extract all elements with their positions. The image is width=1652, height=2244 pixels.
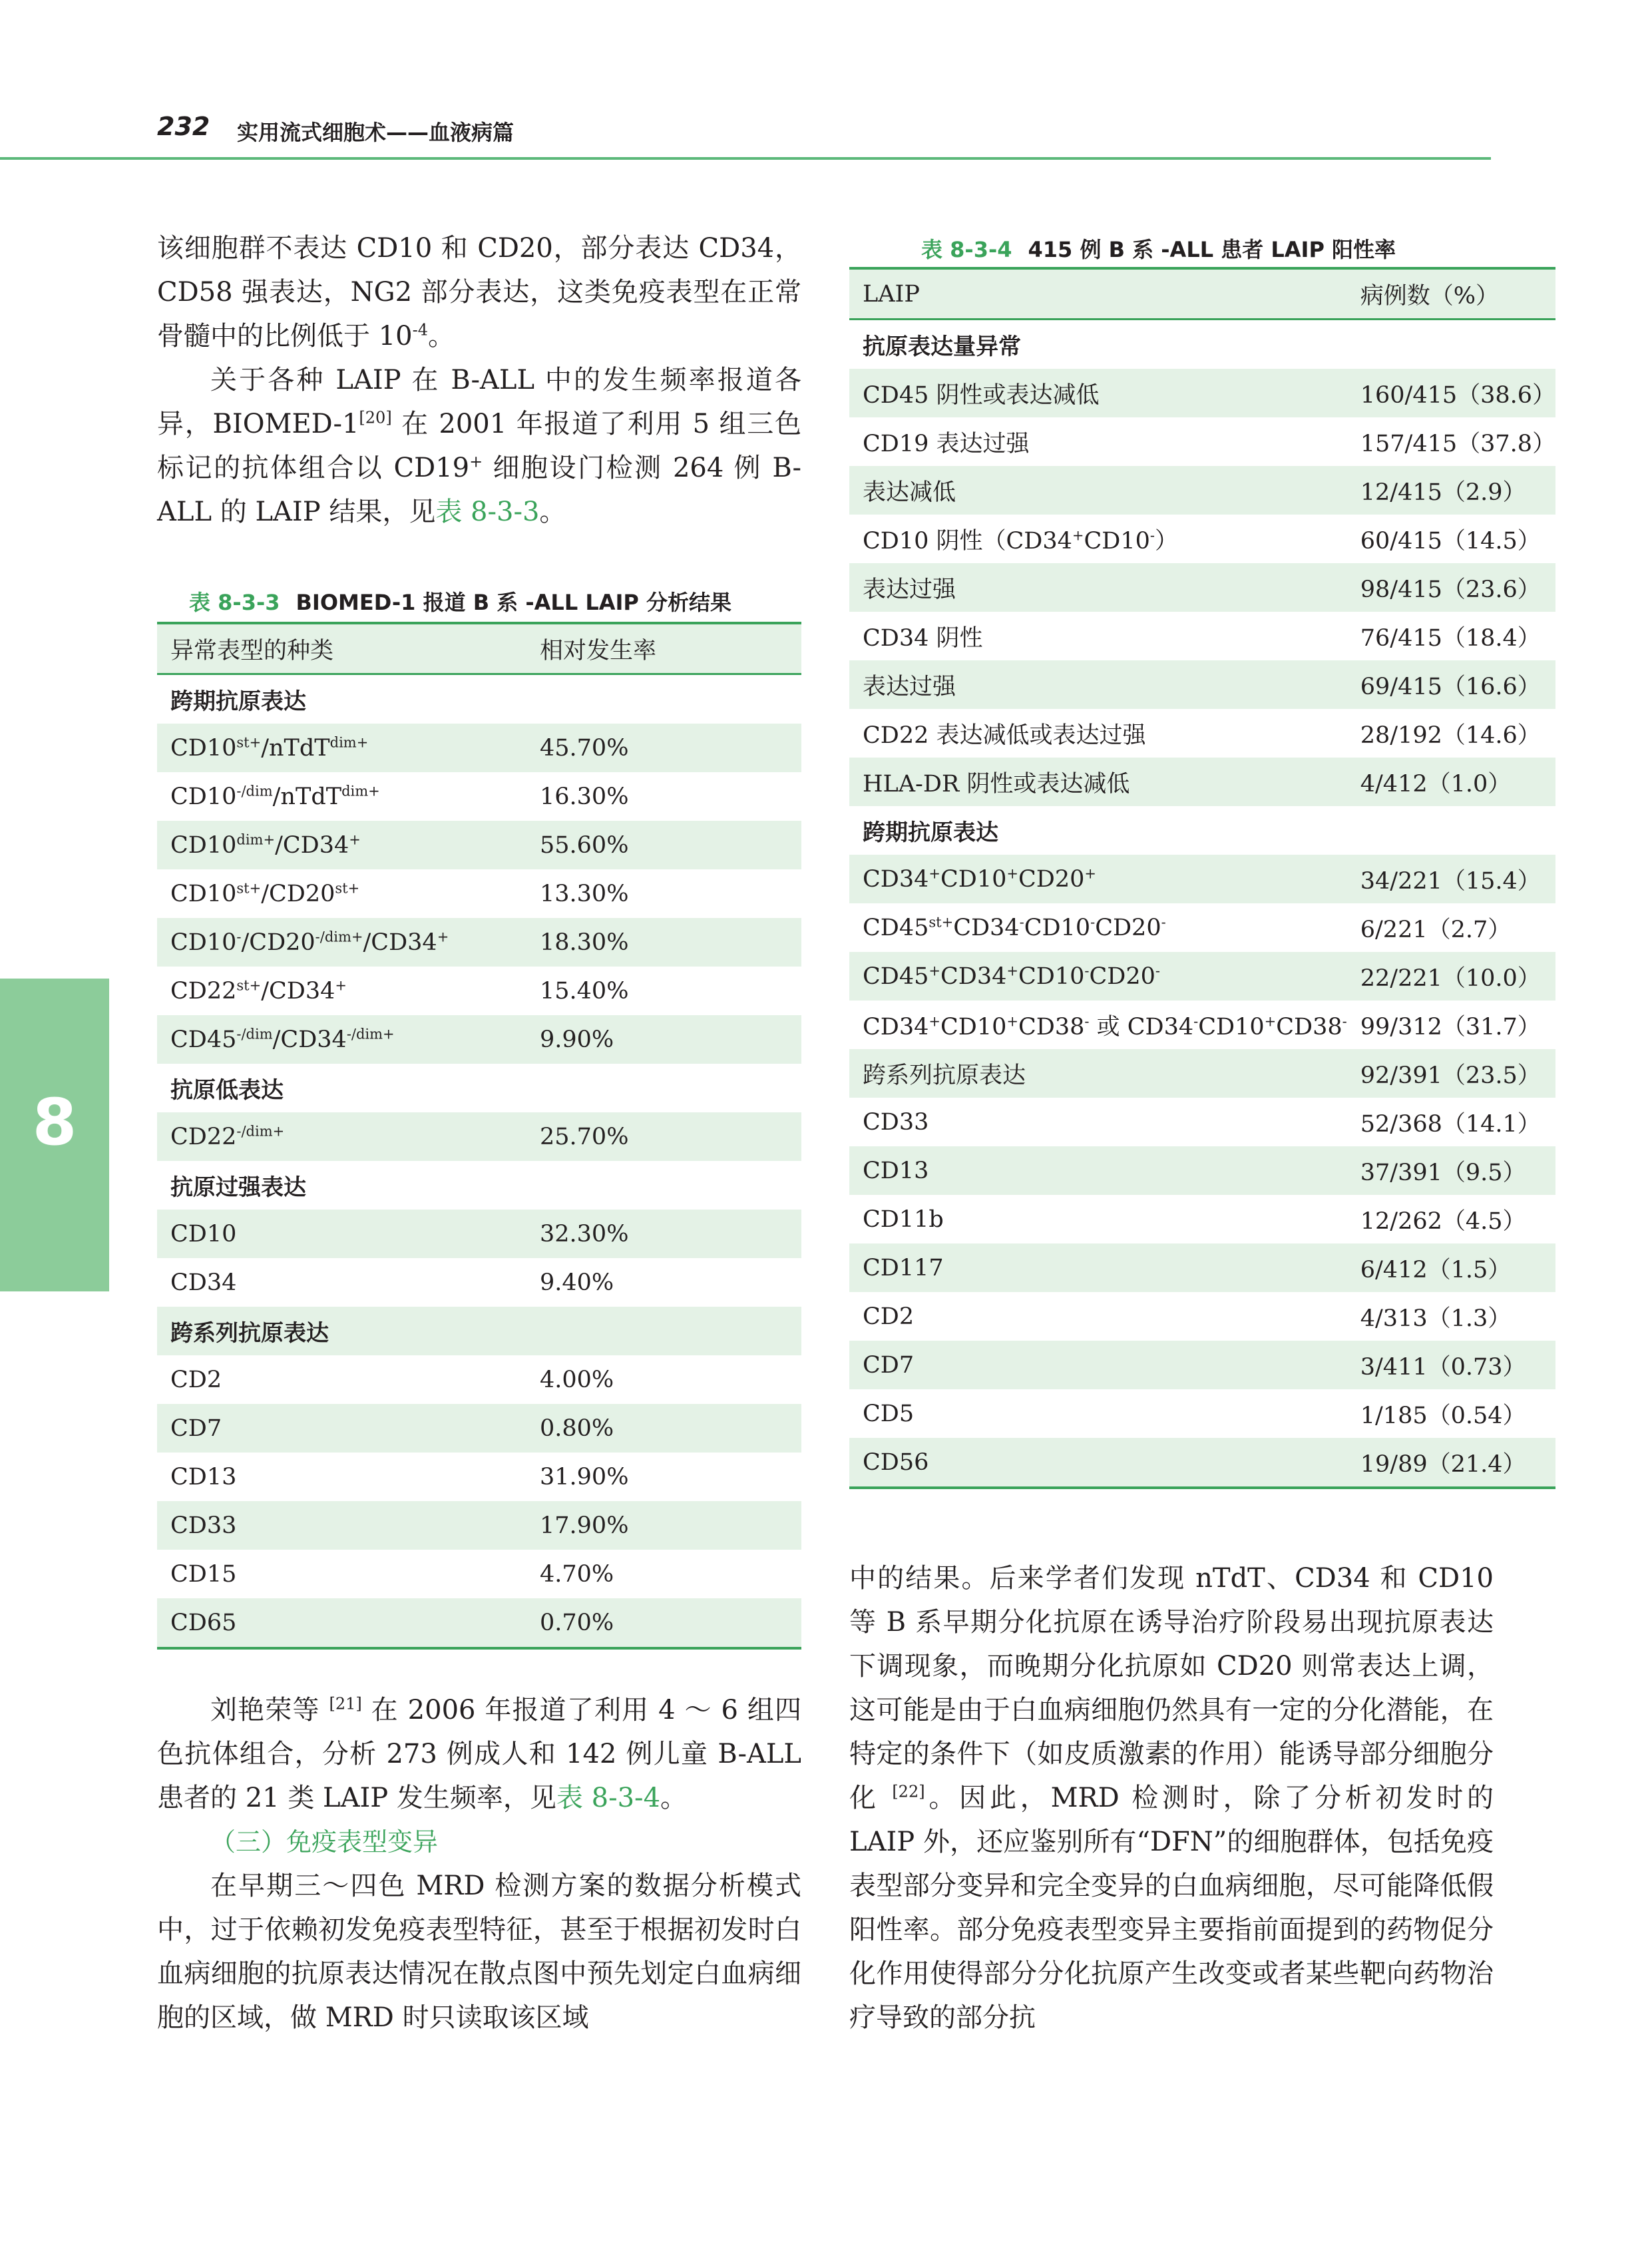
- table-row: [849, 1243, 1555, 1292]
- row-label: $CD10^{dim+}/CD34^+$: [170, 831, 361, 859]
- paragraph-text: 。因此，MRD 检测时，除了分析初发时的 LAIP 外，还应鉴别所有“DFN”的细胞群体，包括免疫表型部分变异和完全变异的白血病细胞，尽可能降低假阳性率。部分免疫表型变异主要指前面提到的药物促分化作用使得部分分化抗原产生改变或者某些靶向药物治疗导致的部分抗: [849, 1783, 1494, 2033]
- table-row: [849, 855, 1555, 903]
- row-value: 18.30%: [540, 929, 629, 956]
- table-group-row: [157, 674, 801, 724]
- table-row: [157, 724, 801, 772]
- table-row: [849, 1098, 1555, 1146]
- paragraph-text: 。: [428, 321, 455, 351]
- table-row: [157, 918, 801, 967]
- table-link[interactable]: 表 8-3-3: [435, 497, 540, 527]
- row-label: CD13: [863, 1157, 929, 1184]
- row-label: CD10: [170, 1220, 237, 1247]
- table-row: [849, 1146, 1555, 1195]
- row-value: 9.90%: [540, 1026, 614, 1053]
- group-label: 跨系列抗原表达: [170, 1320, 329, 1347]
- table-row: [849, 563, 1555, 612]
- row-label: HLA-DR 阴性或表达减低: [863, 770, 1130, 797]
- row-value: 1/185（0.54）: [1360, 1402, 1526, 1429]
- group-label: 抗原低表达: [170, 1077, 284, 1104]
- table-group-row: [157, 1064, 801, 1112]
- row-label: CD45+CD34+CD10-CD20-: [863, 962, 1160, 990]
- table-row: [849, 1292, 1555, 1341]
- row-label: $CD10^{-/dim}/nTdT^{dim+}$: [170, 782, 380, 810]
- table-row: [849, 1001, 1555, 1049]
- table-row: [157, 1210, 801, 1258]
- row-value: 13.30%: [540, 880, 629, 907]
- table-caption: [189, 586, 731, 616]
- row-label: CD45 阴性或表达减低: [863, 381, 1100, 409]
- table-row: [157, 967, 801, 1015]
- row-value: 4/412（1.0）: [1360, 770, 1512, 797]
- row-value: 16.30%: [540, 783, 629, 810]
- row-value: 0.80%: [540, 1415, 614, 1442]
- table-title: BIOMED-1 报道 B 系 -ALL LAIP 分析结果: [296, 590, 732, 615]
- table-header-row: [849, 268, 1555, 320]
- table-row: [157, 821, 801, 869]
- row-label: CD34+CD10+CD38- 或 CD34-CD10+CD38-: [863, 1012, 1347, 1040]
- row-value: 98/415（23.6）: [1360, 576, 1541, 603]
- group-label: 跨期抗原表达: [170, 688, 306, 715]
- table-row: [849, 612, 1555, 660]
- row-label: CD7: [863, 1351, 915, 1379]
- row-label: CD33: [863, 1108, 929, 1136]
- row-value: 92/391（23.5）: [1360, 1062, 1541, 1089]
- row-label: CD13: [170, 1463, 237, 1490]
- paragraph-text: 在 2006 年报道了利用 4 ～ 6 组四色抗体组合，分析 273 例成人和 142 例儿童 B-ALL 患者的 21 类 LAIP 发生频率，见: [157, 1695, 802, 1813]
- superscript: +: [469, 452, 483, 471]
- table-group-row: [849, 806, 1555, 855]
- row-value: 31.90%: [540, 1463, 629, 1490]
- row-value: 12/415（2.9）: [1360, 479, 1526, 506]
- paragraph-text: 关于各种 LAIP 在 B-ALL 中的发生频率报道各异，BIOMED-1: [157, 365, 801, 439]
- row-value: 17.90%: [540, 1512, 629, 1539]
- paragraph: [157, 358, 801, 534]
- table-row: [849, 417, 1555, 466]
- row-value: 32.30%: [540, 1220, 629, 1247]
- table-row: [157, 1598, 801, 1648]
- table-row: [157, 1015, 801, 1064]
- row-value: 34/221（15.4）: [1360, 867, 1541, 895]
- section-heading: （三）免疫表型变异: [210, 1827, 439, 1857]
- row-label: $CD22^{st+}/CD34^+$: [170, 977, 347, 1005]
- row-value: 19/89（21.4）: [1360, 1451, 1526, 1478]
- row-value: 160/415（38.6）: [1360, 381, 1556, 409]
- row-label: CD10 阴性（CD34+CD10-）: [863, 527, 1179, 555]
- book-title: 实用流式细胞术——血液病篇: [237, 120, 515, 145]
- left-column-bottom: [157, 1688, 801, 2040]
- paragraph-text: 细胞设门检测 264 例 B-ALL 的 LAIP 结果，见: [157, 453, 801, 527]
- row-label: CD56: [863, 1449, 929, 1476]
- row-value: 60/415（14.5）: [1360, 527, 1541, 555]
- row-label: CD7: [170, 1415, 222, 1442]
- table-group-row: [849, 320, 1555, 369]
- paragraph-text: 。: [539, 497, 566, 527]
- row-value: 45.70%: [540, 734, 629, 762]
- table-group-row: [157, 1307, 801, 1355]
- chapter-number: 8: [32, 1085, 77, 1160]
- column-header: LAIP: [863, 280, 920, 308]
- column-header: 异常表型的种类: [170, 637, 334, 664]
- table-row: [849, 466, 1555, 515]
- row-value: 69/415（16.6）: [1360, 673, 1541, 700]
- row-label: $CD45^{-/dim}/CD34^{-/dim+}$: [170, 1025, 395, 1053]
- table-row: [157, 1355, 801, 1404]
- table-row: [157, 1501, 801, 1550]
- row-label: CD34+CD10+CD20+: [863, 865, 1096, 893]
- row-value: 22/221（10.0）: [1360, 965, 1541, 992]
- row-label: 表达减低: [863, 479, 956, 506]
- row-label: CD19 表达过强: [863, 430, 1030, 457]
- superscript: -4: [412, 320, 429, 339]
- table-row: [849, 1049, 1555, 1098]
- row-value: 25.70%: [540, 1123, 629, 1150]
- column-header: 相对发生率: [540, 637, 657, 664]
- row-label: CD11b: [863, 1206, 944, 1233]
- row-label: CD34 阴性: [863, 624, 983, 652]
- table-title: 415 例 B 系 -ALL 患者 LAIP 阳性率: [1028, 237, 1396, 262]
- column-header: 病例数（%）: [1360, 282, 1500, 310]
- row-label: CD22 表达减低或表达过强: [863, 722, 1146, 749]
- table-group-row: [157, 1161, 801, 1210]
- row-value: 55.60%: [540, 831, 629, 859]
- row-value: 4.00%: [540, 1366, 614, 1393]
- row-label: $CD10^{st+}/CD20^{st+}$: [170, 879, 360, 907]
- table-link[interactable]: 表 8-3-4: [556, 1783, 661, 1813]
- row-label: CD2: [170, 1366, 222, 1393]
- row-value: 4.70%: [540, 1560, 614, 1588]
- header-rule: [0, 157, 1491, 160]
- table-row: [849, 515, 1555, 563]
- row-value: 3/411（0.73）: [1360, 1353, 1526, 1381]
- data-table: [849, 267, 1555, 1489]
- group-label: 抗原表达量异常: [863, 334, 1021, 360]
- table-row: [849, 1389, 1555, 1438]
- table-header-row: [157, 623, 801, 674]
- table-row: [157, 772, 801, 821]
- table-number: 表 8-3-3: [189, 590, 280, 615]
- table-row: [849, 903, 1555, 952]
- table-row: [849, 952, 1555, 1001]
- row-value: 37/391（9.5）: [1360, 1159, 1526, 1186]
- row-label: CD5: [863, 1400, 915, 1427]
- group-label: 抗原过强表达: [170, 1174, 306, 1201]
- paragraph: [849, 1556, 1494, 2040]
- row-label: CD34: [170, 1269, 237, 1296]
- citation: [20]: [359, 408, 392, 427]
- row-value: 0.70%: [540, 1609, 614, 1636]
- table-caption: [921, 233, 1396, 264]
- row-value: 12/262（4.5）: [1360, 1208, 1526, 1235]
- chapter-tab: [0, 979, 109, 1291]
- row-label: 表达过强: [863, 576, 956, 603]
- row-label: CD15: [170, 1560, 237, 1588]
- row-label: $CD10^-/CD20^{-/dim+}/CD34^+$: [170, 928, 449, 956]
- paragraph-text: 中的结果。后来学者们发现 nTdT、CD34 和 CD10 等 B 系早期分化抗原在诱导治疗阶段易出现抗原表达下调现象，而晚期分化抗原如 CD20 则常表达上调，这可能是由于白血病细胞仍然具有一定的分化潜能，在特定的条件下（如皮质激素的作用）能诱导部分细胞分化: [849, 1563, 1494, 1813]
- paragraph-text: 在 2001 年报道了利用 5 组三色标记的抗体组合以 CD19: [157, 409, 801, 483]
- table-row: [849, 660, 1555, 709]
- table-row: [157, 1550, 801, 1598]
- paragraph-text: 该细胞群不表达 CD10 和 CD20，部分表达 CD34，CD58 强表达，NG2 部分表达，这类免疫表型在正常骨髓中的比例低于 10: [157, 233, 801, 351]
- row-value: 4/313（1.3）: [1360, 1305, 1512, 1332]
- row-value: 15.40%: [540, 977, 629, 1005]
- row-value: 6/221（2.7）: [1360, 916, 1512, 943]
- table-row: [849, 1438, 1555, 1488]
- table-row: [157, 1453, 801, 1501]
- row-label: 表达过强: [863, 673, 956, 700]
- data-table: [157, 622, 801, 1650]
- row-label: CD33: [170, 1512, 237, 1539]
- group-label: 跨期抗原表达: [863, 819, 998, 846]
- row-value: 28/192（14.6）: [1360, 722, 1541, 749]
- citation: [22]: [892, 1782, 925, 1801]
- table-number: 表 8-3-4: [921, 237, 1012, 262]
- row-label: $CD10^{st+}/nTdT^{dim+}$: [170, 734, 369, 762]
- paragraph-text: 。: [660, 1783, 688, 1813]
- table-row: [157, 869, 801, 918]
- row-label: $CD22^{-/dim+}$: [170, 1122, 285, 1150]
- paragraph-text: 刘艳荣等: [210, 1695, 329, 1725]
- row-value: 76/415（18.4）: [1360, 624, 1541, 652]
- table-row: [849, 1341, 1555, 1389]
- paragraph: 在早期三～四色 MRD 检测方案的数据分析模式中，过于依赖初发免疫表型特征，甚至于根据初发时白血病细胞的抗原表达情况在散点图中预先划定白血病细胞的区域，做 MRD 时只读取该区域: [157, 1871, 801, 2033]
- row-value: 52/368（14.1）: [1360, 1110, 1541, 1138]
- table-row: [849, 758, 1555, 806]
- paragraph: [157, 1688, 801, 1820]
- table-row: [157, 1112, 801, 1161]
- row-label: CD2: [863, 1303, 915, 1330]
- right-column-bottom: [849, 1556, 1494, 2040]
- row-label: 跨系列抗原表达: [863, 1062, 1026, 1089]
- row-label: CD65: [170, 1609, 237, 1636]
- row-value: 157/415（37.8）: [1360, 430, 1556, 457]
- left-column-top: [157, 226, 801, 534]
- paragraph: [157, 226, 801, 358]
- row-label: CD117: [863, 1254, 944, 1281]
- table-row: [849, 709, 1555, 758]
- citation: [21]: [329, 1694, 362, 1713]
- row-value: 6/412（1.5）: [1360, 1256, 1512, 1283]
- row-value: 9.40%: [540, 1269, 614, 1296]
- row-value: 99/312（31.7）: [1360, 1013, 1541, 1040]
- table-row: [849, 1195, 1555, 1243]
- row-label: $CD45^{st+}CD34^-CD10^-CD20^-$: [863, 913, 1166, 941]
- table-row: [157, 1258, 801, 1307]
- table-row: [849, 369, 1555, 417]
- table-row: [157, 1404, 801, 1453]
- page-number: 232: [157, 112, 210, 141]
